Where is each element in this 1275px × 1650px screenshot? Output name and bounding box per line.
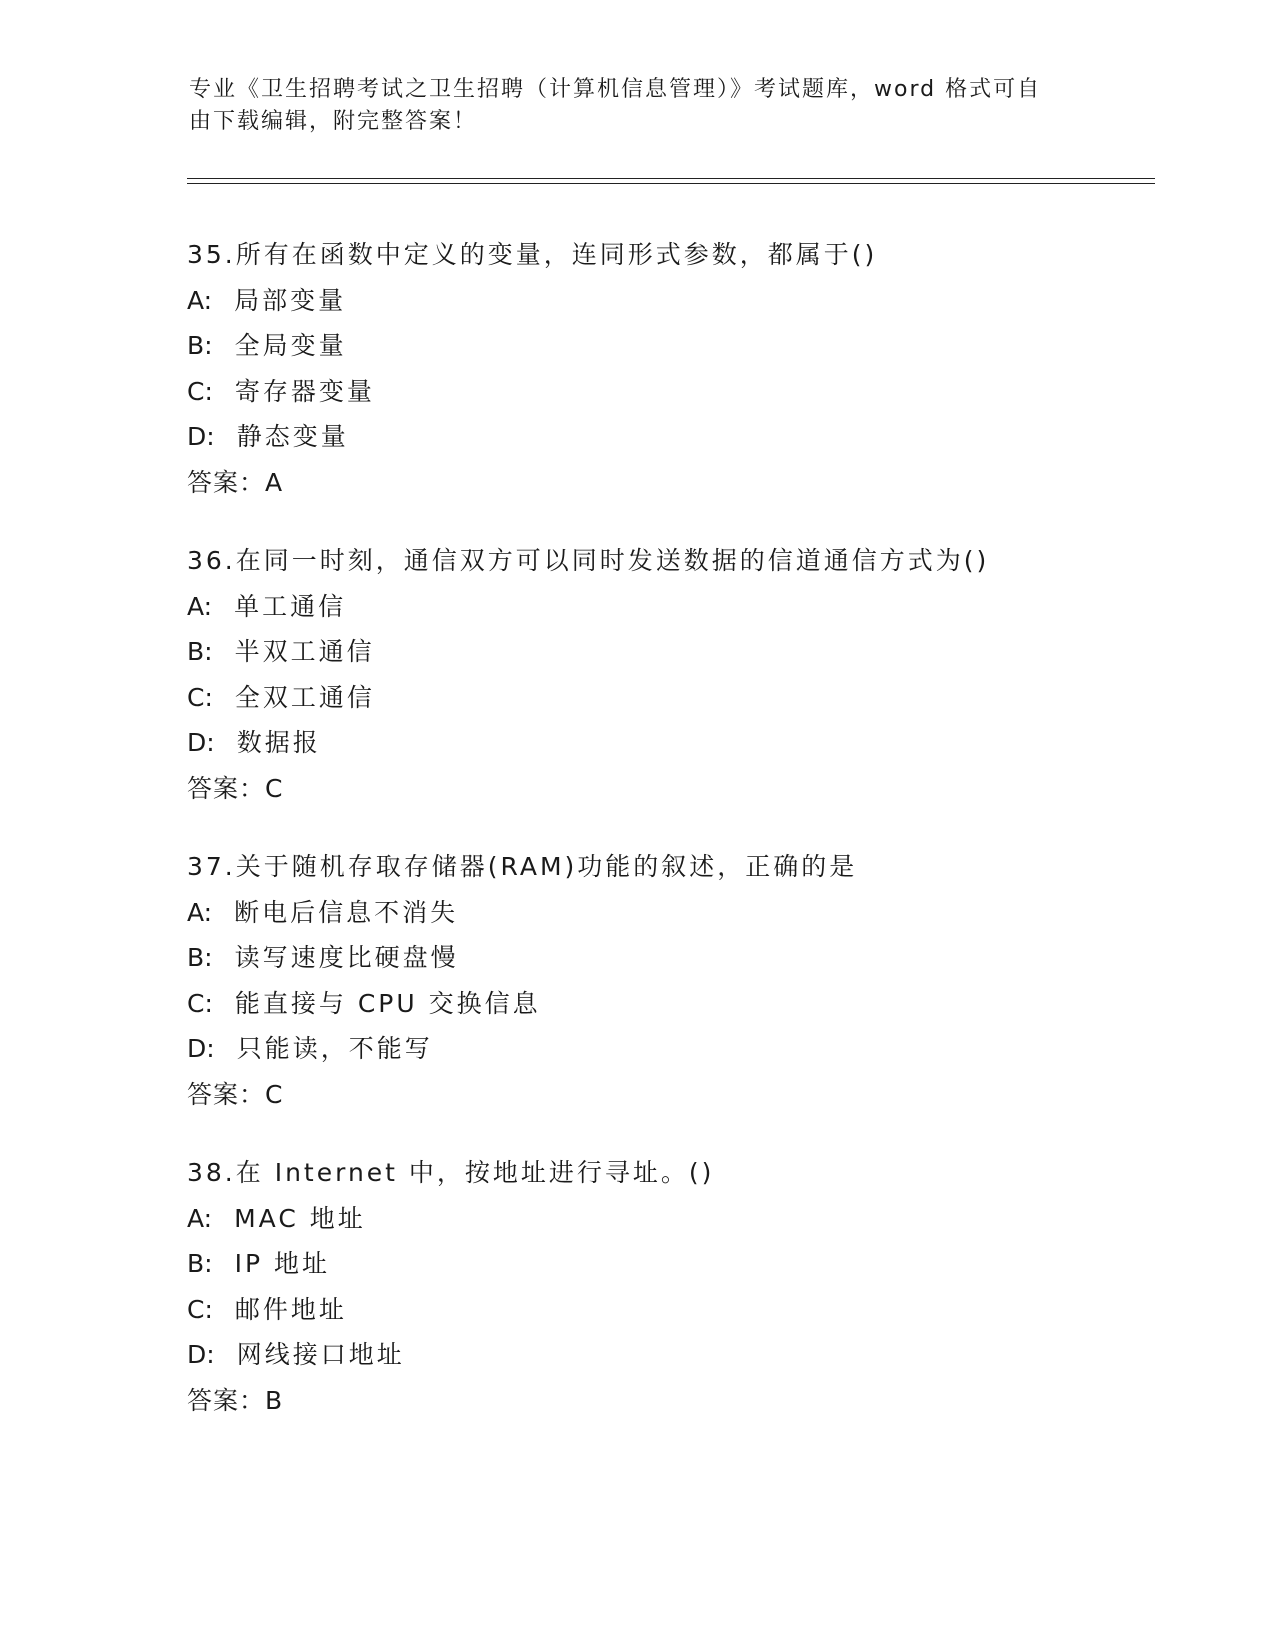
option-text: 局部变量 — [234, 285, 347, 315]
question-35 — [187, 232, 1167, 505]
option-a — [187, 278, 1167, 324]
option-letter: D: — [187, 728, 215, 757]
option-text: 半双工通信 — [234, 637, 375, 666]
option-text: MAC 地址 — [234, 1203, 366, 1233]
option-c — [187, 981, 1167, 1027]
option-letter: A: — [187, 1203, 213, 1233]
option-text: 全双工通信 — [234, 682, 375, 712]
option-letter: C: — [187, 376, 213, 406]
header-divider-top — [187, 178, 1155, 179]
option-letter: D: — [187, 422, 215, 451]
question-title: 38.在 Internet 中，按地址进行寻址。() — [187, 1158, 715, 1187]
option-text: 网线接口地址 — [236, 1340, 405, 1369]
option-b — [187, 1241, 1167, 1287]
option-letter: B: — [187, 1249, 213, 1278]
option-a — [187, 584, 1167, 630]
option-letter: D: — [187, 1340, 215, 1369]
option-letter: A: — [187, 897, 213, 927]
option-letter: B: — [187, 637, 213, 666]
option-letter: A: — [187, 285, 213, 315]
option-text: 能直接与 CPU 交换信息 — [234, 988, 541, 1018]
option-text: 寄存器变量 — [234, 376, 375, 406]
answer: 答案：C — [187, 1079, 284, 1109]
option-text: 数据报 — [236, 728, 321, 757]
question-title: 37.关于随机存取存储器(RAM)功能的叙述，正确的是 — [187, 852, 858, 881]
question-37 — [187, 844, 1167, 1117]
option-a — [187, 1196, 1167, 1242]
option-text: 只能读，不能写 — [236, 1034, 433, 1063]
option-d — [187, 1026, 1167, 1072]
question-title: 35.所有在函数中定义的变量，连同形式参数，都属于() — [187, 240, 878, 269]
option-text: 全局变量 — [234, 331, 347, 360]
question-36 — [187, 538, 1167, 811]
document-header — [189, 74, 1069, 138]
option-d — [187, 1332, 1167, 1378]
option-d — [187, 720, 1167, 766]
option-c — [187, 675, 1167, 721]
option-text: IP 地址 — [234, 1249, 330, 1278]
option-letter: C: — [187, 1294, 213, 1324]
answer: 答案：A — [187, 467, 284, 497]
option-c — [187, 369, 1167, 415]
option-a — [187, 890, 1167, 936]
answer: 答案：B — [187, 1385, 284, 1415]
header-line-1: 专业《卫生招聘考试之卫生招聘（计算机信息管理）》考试题库，word 格式可自 — [189, 77, 1042, 102]
option-c — [187, 1287, 1167, 1333]
option-d — [187, 414, 1167, 460]
option-text: 读写速度比硬盘慢 — [234, 943, 459, 972]
option-letter: A: — [187, 591, 213, 621]
option-text: 断电后信息不消失 — [234, 897, 459, 927]
option-text: 静态变量 — [236, 422, 349, 451]
option-letter: C: — [187, 988, 213, 1018]
question-title: 36.在同一时刻，通信双方可以同时发送数据的信道通信方式为() — [187, 546, 990, 575]
header-divider-bottom — [187, 183, 1155, 184]
option-b — [187, 935, 1167, 981]
answer: 答案：C — [187, 773, 284, 803]
option-b — [187, 323, 1167, 369]
option-letter: C: — [187, 682, 213, 712]
option-letter: B: — [187, 331, 213, 360]
question-38 — [187, 1150, 1167, 1423]
option-text: 邮件地址 — [234, 1294, 347, 1324]
header-line-2: 由下载编辑，附完整答案！ — [189, 109, 478, 134]
option-letter: B: — [187, 943, 213, 972]
option-text: 单工通信 — [234, 591, 347, 621]
option-b — [187, 629, 1167, 675]
option-letter: D: — [187, 1034, 215, 1063]
